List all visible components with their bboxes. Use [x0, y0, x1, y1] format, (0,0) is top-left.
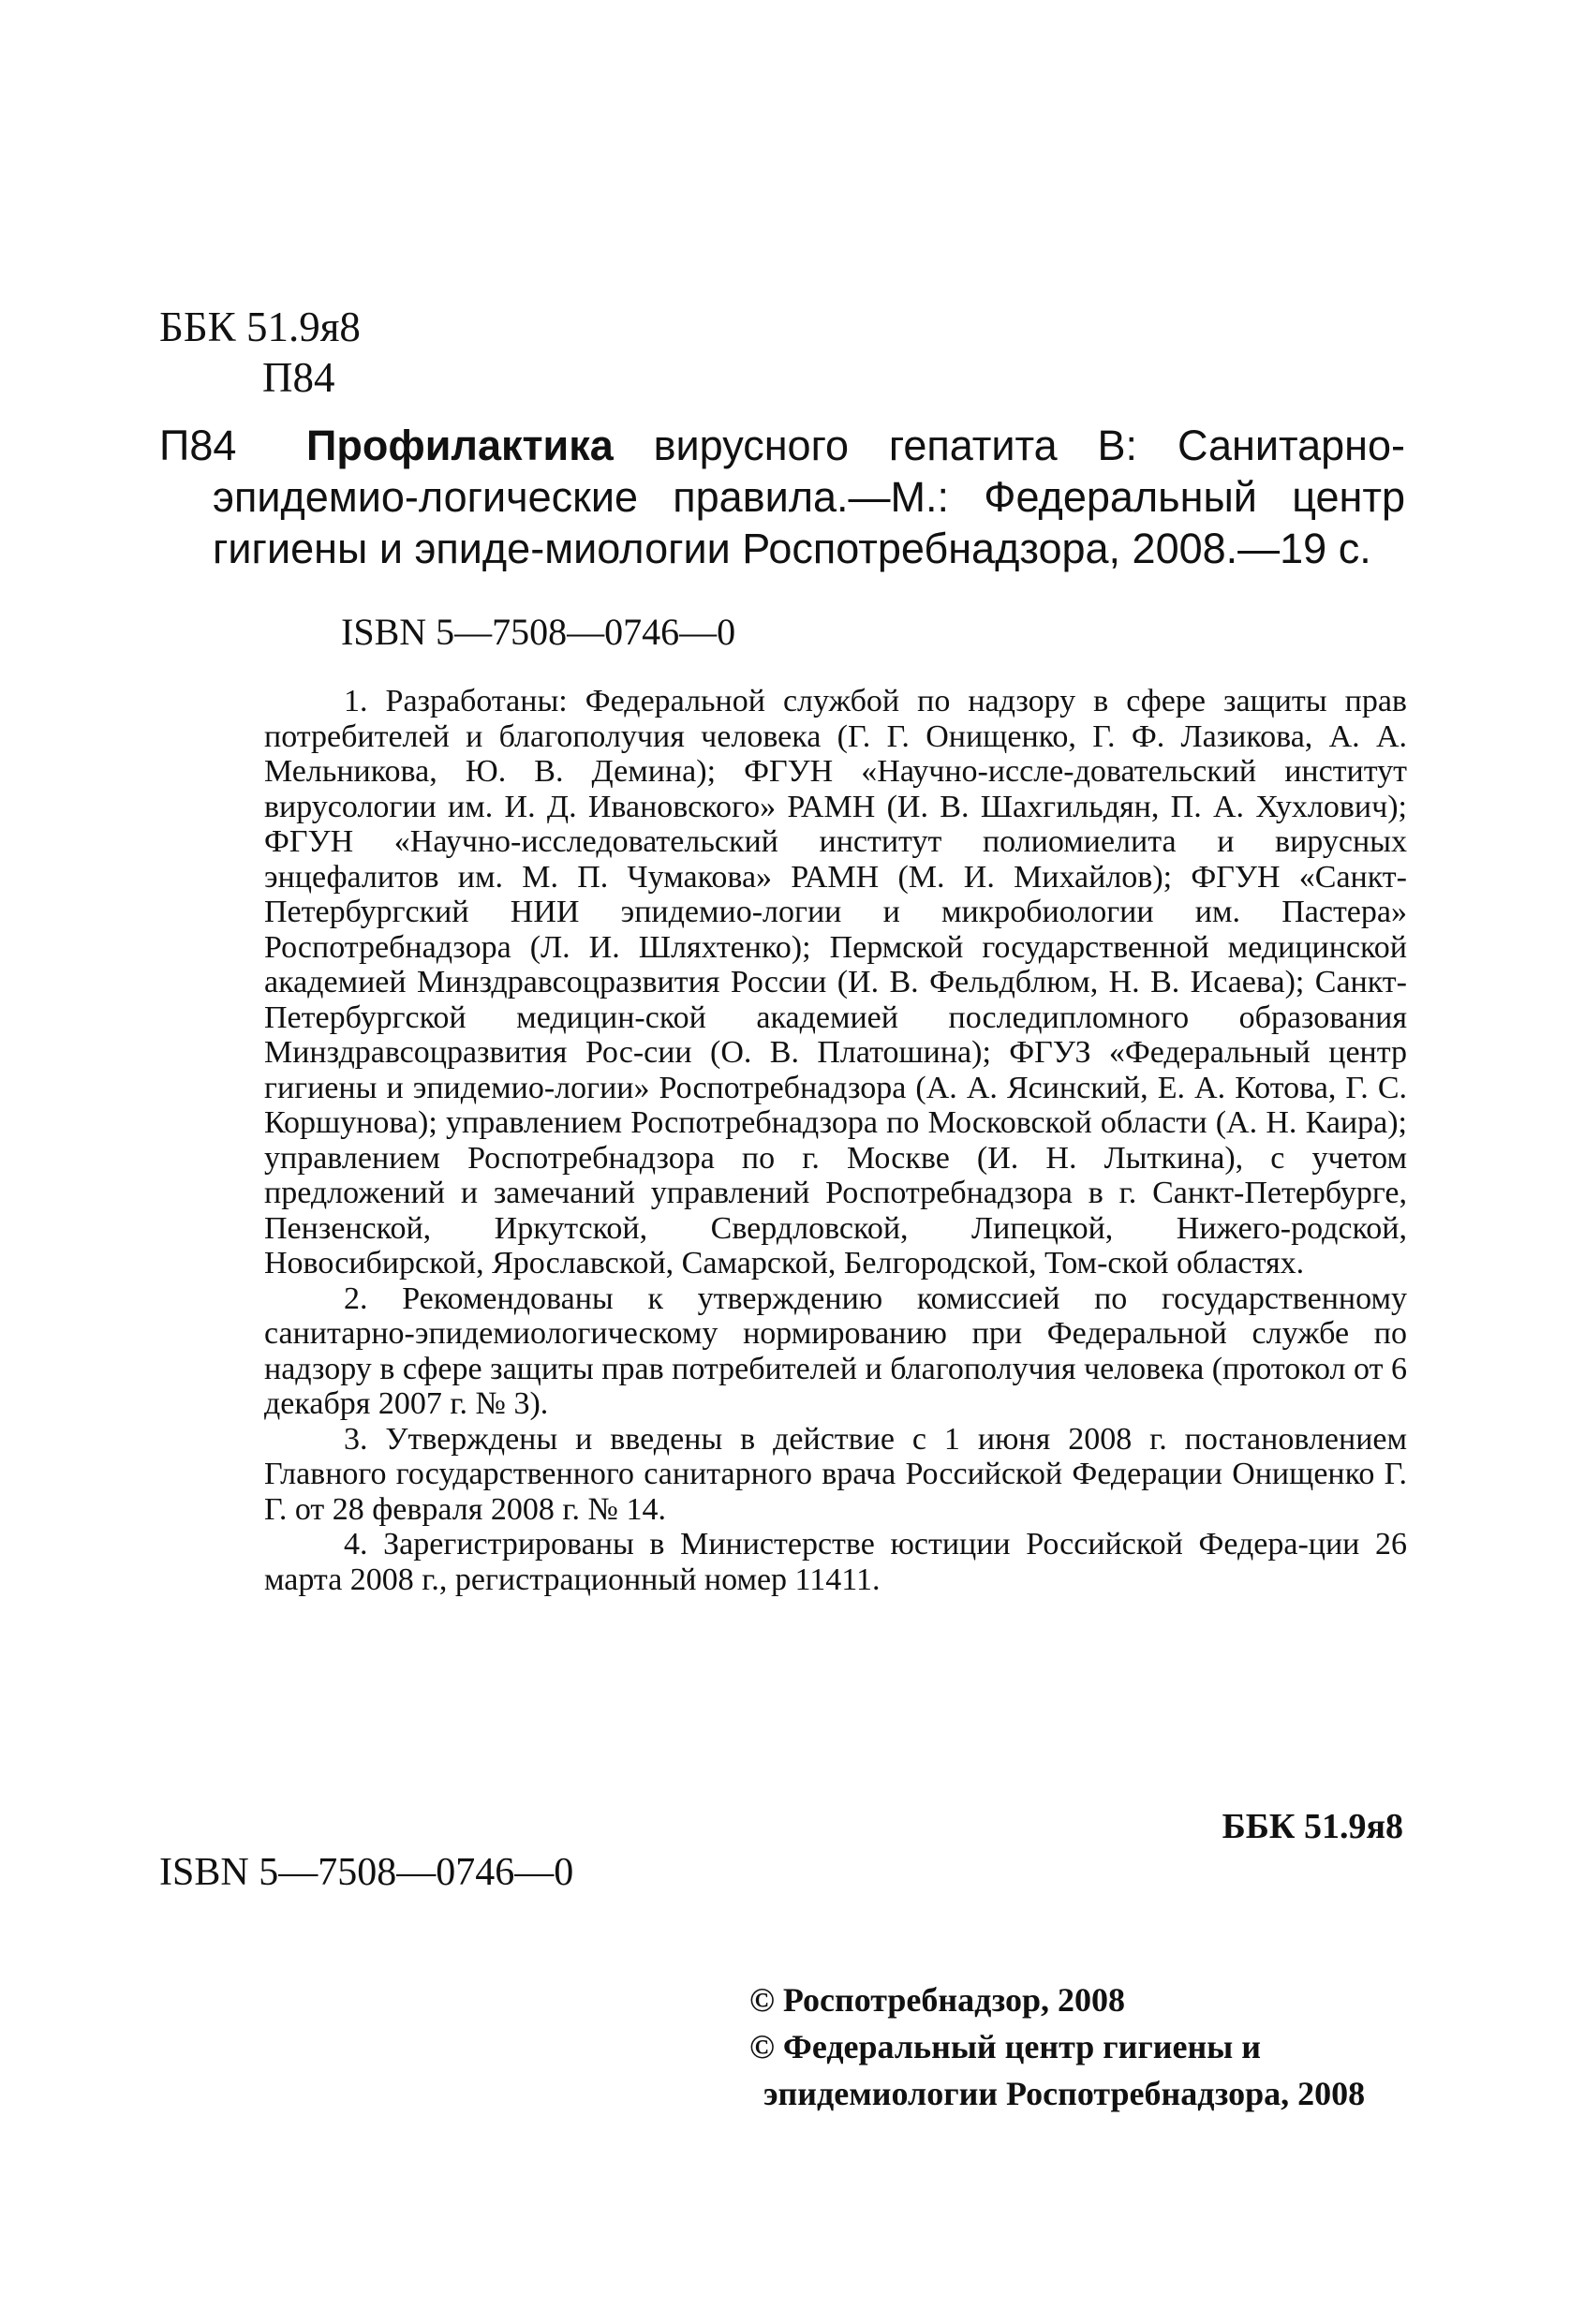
catalog-title-bold: Профилактика: [306, 422, 614, 469]
body-text: [264, 684, 1407, 1597]
bbk-index: ББК 51.9я8: [159, 303, 361, 350]
copyright-line-1: © Роспотребнадзор, 2008: [749, 1981, 1126, 2019]
catalog-title-rest: вирусного гепатита В: Санитарно-эпидемио-логические правила.—М.: Федеральный центр гигиены и эпиде-миологии Роспотребнадзора, 2008.—19 с.: [213, 422, 1405, 572]
paragraph-recommended: 2. Рекомендованы к утверждению комиссией по государственному санитарно-эпидемиологическому нормированию при Федеральной службе по надзору в сфере защиты прав потребителей и благополучия человека (протокол от 6 декабря 2007 г. № 3).: [264, 1280, 1407, 1421]
isbn-top: ISBN 5—7508—0746—0: [341, 611, 736, 653]
author-mark: П84: [262, 354, 335, 401]
classification-block: [159, 302, 361, 403]
catalog-entry: [159, 420, 1405, 574]
catalog-code: П84: [159, 422, 237, 469]
copyright-line-3: эпидемиологии Роспотребнадзора, 2008: [763, 2075, 1366, 2112]
catalog-description: [159, 420, 1405, 574]
bbk-bottom: ББК 51.9я8: [1222, 1807, 1403, 1846]
copyright-block: [749, 1976, 1365, 2117]
paragraph-developed-by: 1. Разработаны: Федеральной службой по надзору в сфере защиты прав потребителей и благополучия человека (Г. Г. Онищенко, Г. Ф. Лазикова, А. А. Мельникова, Ю. В. Демина); ФГУН «Научно-иссле-довательский институт вирусологии им. И. Д. Ивановского» РАМН (И. В. Шахгильдян, П. А. Хухлович); ФГУН «Научно-исследовательский институт полиомиелита и вирусных энцефалитов им. М. П. Чумакова» РАМН (М. И. Михайлов); ФГУН «Санкт-Петербургский НИИ эпидемио-логии и микробиологии им. Пастера» Роспотребнадзора (Л. И. Шляхтенко); Пермской государственной медицинской академией Минздравсоцразвития России (И. В. Фельдблюм, Н. В. Исаева); Санкт-Петербургской медицин-ской академией последипломного образования Минздравсоцразвития Рос-сии (О. В. Платошина); ФГУЗ «Федеральный центр гигиены и эпидемио-логии» Роспотребнадзора (А. А. Ясинский, Е. А. Котова, Г. С. Коршунова); управлением Роспотребнадзора по Московской области (А. Н. Каира); управлением Роспотребнадзора по г. Москве (И. Н. Лыткина), с учетом предложений и замечаний управлений Роспотребнадзора в г. Санкт-Петербурге, Пензенской, Иркутской, Свердловской, Липецкой, Нижего-родской, Новосибирской, Ярославской, Самарской, Белгородской, Том-ской областях.: [264, 684, 1407, 1280]
copyright-line-2: © Федеральный центр гигиены и: [749, 2028, 1262, 2065]
isbn-bottom: ISBN 5—7508—0746—0: [159, 1851, 574, 1894]
paragraph-approved: 3. Утверждены и введены в действие с 1 июня 2008 г. постановлением Главного государственного санитарного врача Российской Федерации Онищенко Г. Г. от 28 февраля 2008 г. № 14.: [264, 1421, 1407, 1527]
paragraph-registered: 4. Зарегистрированы в Министерстве юстиции Российской Федера-ции 26 марта 2008 г., регистрационный номер 11411.: [264, 1527, 1407, 1597]
